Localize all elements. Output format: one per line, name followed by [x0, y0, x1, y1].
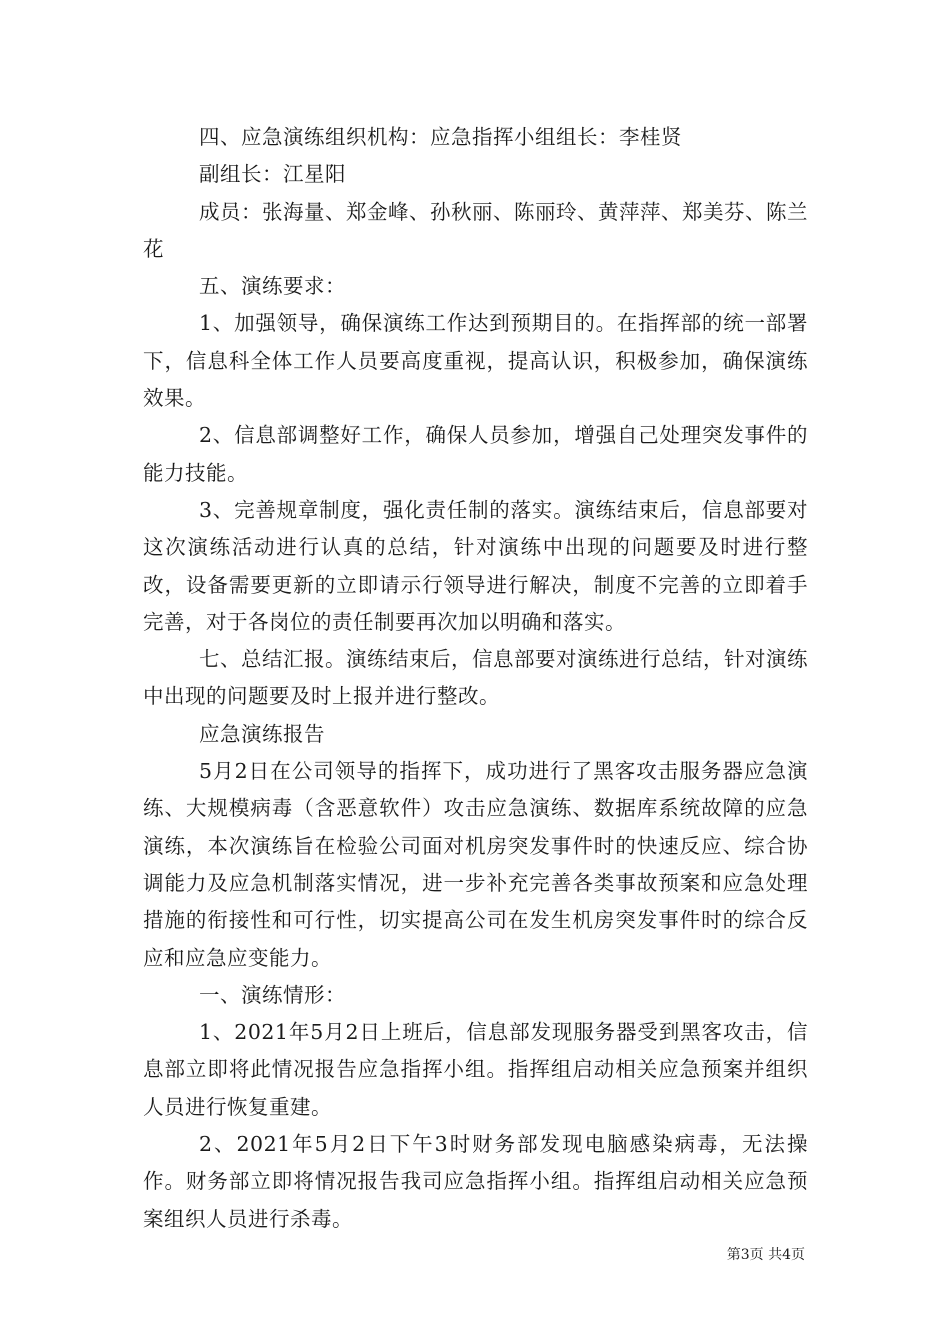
paragraph-requirement-2: 2、信息部调整好工作，确保人员参加，增强自己处理突发事件的能力技能。 — [143, 423, 808, 485]
page-number: 第3页 共4页 — [726, 1247, 805, 1263]
document-body — [143, 119, 808, 1238]
paragraph-report-intro: 5月2日在公司领导的指挥下，成功进行了黑客攻击服务器应急演练、大规模病毒（含恶意软件）攻击应急演练、数据库系统故障的应急演练，本次演练旨在检验公司面对机房突发事件时的快速反应、综合协调能力及应急机制落实情况，进一步补充完善各类事故预案和应急处理措施的衔接性和可行性，切实提高公司在发生机房突发事件时的综合反应和应急应变能力。 — [143, 759, 808, 970]
heading-drill-requirements: 五、演练要求： — [199, 274, 346, 299]
heading-drill-scenarios: 一、演练情形： — [199, 982, 346, 1007]
paragraph-requirement-3: 3、完善规章制度，强化责任制的落实。演练结束后，信息部要对这次演练活动进行认真的总结，针对演练中出现的问题要及时进行整改，设备需要更新的立即请示行领导进行解决，制度不完善的立即着手完善，对于各岗位的责任制要再次加以明确和落实。 — [143, 497, 808, 634]
paragraph-organization-leader: 四、应急演练组织机构：应急指挥小组组长：李桂贤 — [199, 125, 682, 149]
paragraph-scenario-2: 2、2021年5月2日下午3时财务部发现电脑感染病毒，无法操作。财务部立即将情况报告我司应急指挥小组。指挥组启动相关应急预案组织人员进行杀毒。 — [143, 1132, 808, 1231]
paragraph-summary-report: 七、总结汇报。演练结束后，信息部要对演练进行总结，针对演练中出现的问题要及时上报并进行整改。 — [143, 647, 808, 709]
paragraph-scenario-1: 1、2021年5月2日上班后，信息部发现服务器受到黑客攻击，信息部立即将此情况报告应急指挥小组。指挥组启动相关应急预案并组织人员进行恢复重建。 — [143, 1020, 808, 1119]
heading-drill-report: 应急演练报告 — [199, 721, 325, 746]
paragraph-deputy-leader: 副组长：江星阳 — [199, 162, 346, 187]
paragraph-members: 成员：张海量、郑金峰、孙秋丽、陈丽玲、黄萍萍、郑美芬、陈兰花 — [143, 199, 808, 261]
paragraph-requirement-1: 1、加强领导，确保演练工作达到预期目的。在指挥部的统一部署下，信息科全体工作人员要高度重视，提高认识，积极参加，确保演练效果。 — [143, 311, 808, 411]
